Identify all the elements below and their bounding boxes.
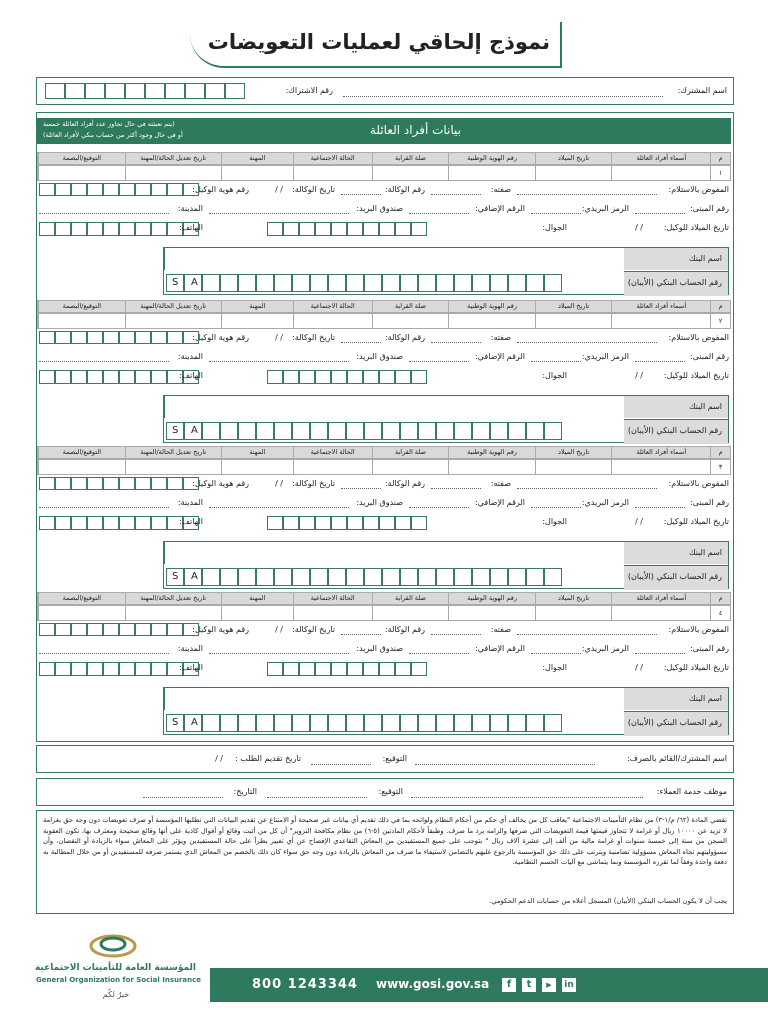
footer-band	[210, 968, 768, 1002]
table-row	[37, 605, 731, 621]
table-row	[37, 313, 731, 329]
agency-date-label: تاريخ الوكالة:	[292, 333, 335, 342]
agency-date-field: / /	[275, 333, 283, 342]
agency-number-field[interactable]	[341, 342, 381, 343]
member-cell[interactable]	[38, 314, 125, 328]
column-header: رقم الهوية الوطنية	[448, 301, 535, 312]
agent-id-label: رقم هوية الوكيل:	[192, 333, 249, 342]
phone-label: الهاتف:	[179, 663, 203, 672]
building-number-label: رقم المبنى:	[689, 498, 729, 507]
member-number: ١	[710, 166, 730, 180]
member-cell[interactable]	[448, 606, 535, 620]
member-cell[interactable]	[448, 166, 535, 180]
member-cell[interactable]	[293, 606, 372, 620]
family-member-group	[37, 592, 731, 740]
delegate-field[interactable]	[517, 634, 657, 635]
column-header: الحالة الاجتماعية	[293, 301, 372, 312]
agency-number-field[interactable]	[341, 488, 381, 489]
agency-date-label: تاريخ الوكالة:	[292, 479, 335, 488]
iban-cells[interactable]	[166, 422, 562, 440]
member-cell[interactable]	[221, 606, 293, 620]
mobile-cells[interactable]	[267, 370, 427, 384]
members-table-header	[37, 152, 731, 165]
pobox-field[interactable]	[209, 507, 349, 508]
member-cell[interactable]	[535, 166, 612, 180]
agent-id-cells[interactable]	[39, 623, 199, 636]
agent-id-label: رقم هوية الوكيل:	[192, 185, 249, 194]
agent-id-cells[interactable]	[39, 331, 199, 344]
column-header: التوقيع/البصمة	[38, 447, 125, 458]
members-table-header	[37, 592, 731, 605]
iban-prefix-a: A	[191, 717, 198, 728]
staff-signature-label: التوقيع:	[378, 787, 403, 796]
capacity-field[interactable]	[431, 194, 481, 195]
pobox-label: صندوق البريد:	[356, 644, 403, 653]
member-cell[interactable]	[372, 314, 449, 328]
member-cell[interactable]	[125, 460, 221, 474]
page-title: نموذج إلحاقي لعمليات التعويضات	[207, 30, 550, 54]
family-member-group	[37, 446, 731, 594]
city-field[interactable]	[39, 653, 169, 654]
agent-dob-field: / /	[635, 517, 643, 526]
bank-box	[163, 395, 729, 443]
iban-prefix-a: A	[191, 571, 198, 582]
mobile-cells[interactable]	[267, 222, 427, 236]
additional-number-field[interactable]	[409, 361, 469, 362]
bank-name-label: اسم البنك	[688, 694, 722, 703]
family-section-title: بيانات أفراد العائلة	[369, 123, 461, 137]
iban-label: رقم الحساب البنكي (الأيبان)	[627, 572, 722, 581]
column-header: تاريخ الميلاد	[535, 593, 612, 604]
delegate-field[interactable]	[517, 488, 657, 489]
agency-date-field: / /	[275, 185, 283, 194]
member-cell[interactable]	[38, 460, 125, 474]
member-cell[interactable]	[125, 166, 221, 180]
org-name-en: General Organization for Social Insurance	[36, 976, 202, 984]
request-signature-field[interactable]	[311, 764, 371, 765]
city-label: المدينة:	[177, 204, 203, 213]
column-header: رقم الهوية الوطنية	[448, 593, 535, 604]
column-header: رقم الهوية الوطنية	[448, 447, 535, 458]
column-header: تاريخ الميلاد	[535, 301, 612, 312]
legal-text: تقضي المادة (٦٢/ م/١-٣) من نظام التأمينات الاجتماعية "يعاقب كل من يخالف أي حكم من أحكام النظام ولوائحه بما في ذلك تقديم أي بيانات غير صحيحة أو الامتناع عن تقديم البيانات التي تطلبها المؤسسة أو صرف تعويضات دون وجه حق بغرامة لا تزيد عن ١٠٠٠٠ ريال أو غرامة لا تتجاوز قيمتها قيمة التعويضات التي صرفها والزامه برد ما صرف. وطبقاً لأحكام المادتين (٥-٦) من نظام مكافحة التزوير" أن كل من أثبت وقائع أو أقوال كاذبة على أنها وقائع صحيحة ومعترف بها، تكون العقوبة السجن من سنة إلى خمسة سنوات أو غرامة مالية من ألف إلى عشرة آلاف ريال " بتوجب على جميع المستفيدين من المعاش التقاعدي الإفصاح عن أي تغيير يطرأ على حالة المستفيدين ويؤثر على المعاش سواء بالزيادة أو النقصان، وأن مسؤوليتهم تجاه المعاش مسؤولية تضامنية ويترتب على ذلك حق المؤسسة بالرجوع عليهم بالتضامن لاستيفاء ما صرف من المعاش بالزيادة دون وجه حق سواء كان ذلك بالخصم من المعاش الذي يستمر صرفه للمستفيدين أو من خلال المطالبة به دفعة واحدة وفقاً لما تقرره المؤسسة وبما يتماشى مع آليات الحسم النظامية.	[43, 816, 727, 866]
mobile-cells[interactable]	[267, 516, 427, 530]
column-header: م	[710, 301, 730, 312]
request-row	[36, 745, 734, 773]
capacity-label: صفته:	[490, 185, 511, 194]
payer-name-label: اسم المشترك/القائم بالصرف:	[626, 754, 727, 763]
additional-number-label: الرقم الإضافي:	[475, 204, 525, 213]
column-header: أسماء أفراد العائلة	[611, 593, 710, 604]
bank-box	[163, 541, 729, 589]
payer-name-field[interactable]	[415, 764, 595, 765]
agent-dob-label: تاريخ الميلاد للوكيل:	[663, 517, 729, 526]
building-number-field[interactable]	[635, 507, 685, 508]
legal-notice	[36, 810, 734, 914]
agent-dob-label: تاريخ الميلاد للوكيل:	[663, 663, 729, 672]
column-header: أسماء أفراد العائلة	[611, 301, 710, 312]
bank-name-field[interactable]	[164, 396, 625, 418]
iban-cells[interactable]	[166, 274, 562, 292]
agent-id-label: رقم هوية الوكيل:	[192, 625, 249, 634]
agent-dob-label: تاريخ الميلاد للوكيل:	[663, 223, 729, 232]
subscriber-number-cells[interactable]	[45, 83, 245, 99]
gosi-logo-icon	[88, 932, 138, 958]
agent-dob-field: / /	[635, 371, 643, 380]
pobox-label: صندوق البريد:	[356, 352, 403, 361]
bank-note: يجب أن لا يكون الحساب البنكي (الأيبان) المسجل أعلاه من حسابات الدعم الحكومي.	[489, 897, 727, 905]
column-header: أسماء أفراد العائلة	[611, 447, 710, 458]
postal-code-field[interactable]	[531, 361, 581, 362]
footer-website[interactable]: www.gosi.gov.sa	[376, 977, 490, 991]
iban-cells[interactable]	[166, 714, 562, 732]
building-number-field[interactable]	[635, 213, 685, 214]
agent-dob-field: / /	[635, 223, 643, 232]
member-cell[interactable]	[38, 606, 125, 620]
postal-code-label: الرمز البريدي:	[581, 352, 629, 361]
member-cell[interactable]	[372, 606, 449, 620]
postal-code-label: الرمز البريدي:	[581, 498, 629, 507]
building-number-label: رقم المبنى:	[689, 644, 729, 653]
column-header: صلة القرابة	[372, 593, 449, 604]
mobile-label: الجوال:	[542, 223, 567, 232]
iban-prefix-s: S	[172, 717, 179, 728]
linkedin-icon[interactable]: in	[562, 978, 576, 992]
member-cell[interactable]	[372, 460, 449, 474]
member-cell[interactable]	[221, 314, 293, 328]
member-cell[interactable]	[293, 314, 372, 328]
city-field[interactable]	[39, 507, 169, 508]
pobox-label: صندوق البريد:	[356, 204, 403, 213]
member-number: ٢	[710, 314, 730, 328]
staff-date-field[interactable]	[143, 797, 223, 798]
capacity-field[interactable]	[431, 634, 481, 635]
agency-date-field: / /	[275, 625, 283, 634]
column-header: التوقيع/البصمة	[38, 301, 125, 312]
capacity-field[interactable]	[431, 488, 481, 489]
member-cell[interactable]	[448, 460, 535, 474]
postal-code-field[interactable]	[531, 213, 581, 214]
column-header: التوقيع/البصمة	[38, 593, 125, 604]
request-date-field[interactable]: / /	[215, 754, 223, 763]
additional-number-label: الرقم الإضافي:	[475, 352, 525, 361]
member-cell[interactable]	[221, 460, 293, 474]
member-cell[interactable]	[535, 314, 612, 328]
capacity-label: صفته:	[490, 333, 511, 342]
column-header: تاريخ الميلاد	[535, 447, 612, 458]
member-cell[interactable]	[535, 460, 612, 474]
agency-number-label: رقم الوكالة:	[384, 333, 425, 342]
delegate-label: المفوض بالاستلام:	[668, 479, 729, 488]
mobile-label: الجوال:	[542, 663, 567, 672]
column-header: الحالة الاجتماعية	[293, 153, 372, 164]
mobile-label: الجوال:	[542, 517, 567, 526]
city-field[interactable]	[39, 213, 169, 214]
column-header: م	[710, 593, 730, 604]
phone-label: الهاتف:	[179, 517, 203, 526]
iban-prefix-a: A	[191, 425, 198, 436]
delegate-label: المفوض بالاستلام:	[668, 185, 729, 194]
iban-prefix-s: S	[172, 277, 179, 288]
column-header: تاريخ تعديل الحالة/المهنة	[125, 447, 221, 458]
family-member-group	[37, 152, 731, 300]
member-cell[interactable]	[611, 606, 710, 620]
phone-cells[interactable]	[39, 516, 199, 530]
column-header: م	[710, 153, 730, 164]
member-cell[interactable]	[293, 460, 372, 474]
mobile-label: الجوال:	[542, 371, 567, 380]
column-header: تاريخ تعديل الحالة/المهنة	[125, 593, 221, 604]
column-header: صلة القرابة	[372, 301, 449, 312]
column-header: الحالة الاجتماعية	[293, 593, 372, 604]
iban-label: رقم الحساب البنكي (الأيبان)	[627, 278, 722, 287]
column-header: المهنة	[221, 153, 293, 164]
agency-date-label: تاريخ الوكالة:	[292, 625, 335, 634]
subscriber-number-label: رقم الاشتراك:	[285, 86, 333, 95]
member-cell[interactable]	[293, 166, 372, 180]
agent-dob-label: تاريخ الميلاد للوكيل:	[663, 371, 729, 380]
column-header: الحالة الاجتماعية	[293, 447, 372, 458]
postal-code-field[interactable]	[531, 653, 581, 654]
additional-number-field[interactable]	[409, 213, 469, 214]
subscriber-name-field[interactable]	[343, 96, 663, 97]
bank-name-label: اسم البنك	[688, 402, 722, 411]
org-name-ar: المؤسسة العامة للتأمينات الاجتماعية	[34, 963, 196, 973]
subscriber-name-label: اسم المشترك:	[677, 86, 727, 95]
bank-name-field[interactable]	[164, 688, 625, 710]
postal-code-label: الرمز البريدي:	[581, 644, 629, 653]
family-member-group	[37, 300, 731, 448]
table-row	[37, 165, 731, 181]
postal-code-label: الرمز البريدي:	[581, 204, 629, 213]
delegate-field[interactable]	[517, 194, 657, 195]
additional-number-field[interactable]	[409, 653, 469, 654]
agent-id-label: رقم هوية الوكيل:	[192, 479, 249, 488]
bank-name-field[interactable]	[164, 542, 625, 564]
agency-number-label: رقم الوكالة:	[384, 625, 425, 634]
member-number: ٣	[710, 460, 730, 474]
iban-prefix-s: S	[172, 425, 179, 436]
capacity-label: صفته:	[490, 625, 511, 634]
city-label: المدينة:	[177, 352, 203, 361]
pobox-field[interactable]	[209, 361, 349, 362]
bank-name-label: اسم البنك	[688, 548, 722, 557]
phone-cells[interactable]	[39, 662, 199, 676]
member-cell[interactable]	[611, 314, 710, 328]
column-header: رقم الهوية الوطنية	[448, 153, 535, 164]
building-number-field[interactable]	[635, 653, 685, 654]
members-table-header	[37, 300, 731, 313]
iban-label: رقم الحساب البنكي (الأيبان)	[627, 718, 722, 727]
column-header: المهنة	[221, 593, 293, 604]
additional-number-field[interactable]	[409, 507, 469, 508]
agent-id-cells[interactable]	[39, 183, 199, 196]
agency-date-field: / /	[275, 479, 283, 488]
member-cell[interactable]	[372, 166, 449, 180]
member-cell[interactable]	[611, 460, 710, 474]
bank-box	[163, 247, 729, 295]
additional-number-label: الرقم الإضافي:	[475, 644, 525, 653]
agent-id-cells[interactable]	[39, 477, 199, 490]
city-label: المدينة:	[177, 644, 203, 653]
table-row	[37, 459, 731, 475]
members-table-header	[37, 446, 731, 459]
staff-label: موظف خدمة العملاء:	[656, 787, 727, 796]
member-number: ٤	[710, 606, 730, 620]
agency-number-field[interactable]	[341, 194, 381, 195]
agency-number-label: رقم الوكالة:	[384, 185, 425, 194]
staff-signature-field[interactable]	[267, 797, 367, 798]
column-header: المهنة	[221, 301, 293, 312]
member-cell[interactable]	[125, 606, 221, 620]
agency-number-field[interactable]	[341, 634, 381, 635]
request-date-label: تاريخ تقديم الطلب :	[235, 754, 301, 763]
agency-date-label: تاريخ الوكالة:	[292, 185, 335, 194]
column-header: أسماء أفراد العائلة	[611, 153, 710, 164]
iban-label: رقم الحساب البنكي (الأيبان)	[627, 426, 722, 435]
iban-prefix-s: S	[172, 571, 179, 582]
bank-name-field[interactable]	[164, 248, 625, 270]
phone-cells[interactable]	[39, 222, 199, 236]
member-cell[interactable]	[38, 166, 125, 180]
pobox-field[interactable]	[209, 653, 349, 654]
column-header: صلة القرابة	[372, 447, 449, 458]
column-header: تاريخ الميلاد	[535, 153, 612, 164]
family-section-note-2: أو في حال وجود أكثر من حساب بنكي لأفراد العائلة)	[43, 131, 183, 139]
column-header: تاريخ تعديل الحالة/المهنة	[125, 301, 221, 312]
bank-box	[163, 687, 729, 735]
facebook-icon[interactable]: f	[502, 978, 516, 992]
twitter-icon[interactable]: t	[522, 978, 536, 992]
mobile-cells[interactable]	[267, 662, 427, 676]
phone-cells[interactable]	[39, 370, 199, 384]
bank-name-label: اسم البنك	[688, 254, 722, 263]
column-header: صلة القرابة	[372, 153, 449, 164]
member-cell[interactable]	[611, 166, 710, 180]
pobox-label: صندوق البريد:	[356, 498, 403, 507]
column-header: م	[710, 447, 730, 458]
pobox-field[interactable]	[209, 213, 349, 214]
building-number-label: رقم المبنى:	[689, 352, 729, 361]
footer-phone: 800 1243344	[252, 977, 358, 992]
request-signature-label: التوقيع:	[382, 754, 407, 763]
column-header: المهنة	[221, 447, 293, 458]
city-field[interactable]	[39, 361, 169, 362]
city-label: المدينة:	[177, 498, 203, 507]
family-section-note-1: (يتم تعبئته في حال تجاوز عدد أفراد العائلة خمسة	[43, 120, 175, 128]
member-cell[interactable]	[125, 314, 221, 328]
agency-number-label: رقم الوكالة:	[384, 479, 425, 488]
delegate-label: المفوض بالاستلام:	[668, 625, 729, 634]
additional-number-label: الرقم الإضافي:	[475, 498, 525, 507]
member-cell[interactable]	[535, 606, 612, 620]
agent-dob-field: / /	[635, 663, 643, 672]
delegate-field[interactable]	[517, 342, 657, 343]
phone-label: الهاتف:	[179, 371, 203, 380]
member-cell[interactable]	[221, 166, 293, 180]
member-cell[interactable]	[448, 314, 535, 328]
building-number-field[interactable]	[635, 361, 685, 362]
postal-code-field[interactable]	[531, 507, 581, 508]
delegate-label: المفوض بالاستلام:	[668, 333, 729, 342]
building-number-label: رقم المبنى:	[689, 204, 729, 213]
staff-date-label: التاريخ:	[233, 787, 257, 796]
iban-cells[interactable]	[166, 568, 562, 586]
staff-row	[36, 778, 734, 806]
subscriber-row	[36, 77, 734, 105]
youtube-icon[interactable]: ▶	[542, 978, 556, 992]
phone-label: الهاتف:	[179, 223, 203, 232]
iban-prefix-a: A	[191, 277, 198, 288]
family-section-header	[37, 118, 731, 144]
column-header: تاريخ تعديل الحالة/المهنة	[125, 153, 221, 164]
column-header: التوقيع/البصمة	[38, 153, 125, 164]
capacity-label: صفته:	[490, 479, 511, 488]
org-slogan: خيرٌ لكُم	[102, 990, 130, 999]
staff-name-field[interactable]	[411, 797, 643, 798]
capacity-field[interactable]	[431, 342, 481, 343]
